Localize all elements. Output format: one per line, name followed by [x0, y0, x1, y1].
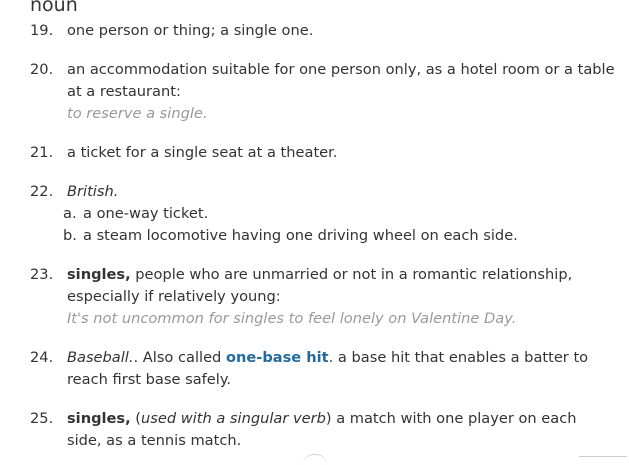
definition-text: an accommodation suitable for one person only, as a hotel room or a table at a restaurant:	[67, 61, 615, 100]
definition-number: 20.	[30, 61, 54, 78]
example-sentence: to reserve a single.	[67, 105, 208, 122]
definition-22	[30, 181, 615, 247]
definition-number: 25.	[30, 410, 54, 427]
usage-label: Baseball.	[67, 349, 134, 366]
definition-number: 21.	[30, 144, 54, 161]
headword-form: singles,	[67, 266, 131, 283]
definition-number: 23.	[30, 266, 54, 283]
definition-text: a ticket for a single seat at a theater.	[67, 144, 338, 161]
definition-25	[30, 408, 615, 452]
definition-text: people who are unmarried or not in a romantic relationship, especially if relatively young:	[67, 266, 573, 305]
usage-note: used with a singular verb	[141, 410, 326, 427]
definition-number: 24.	[30, 349, 54, 366]
sub-definition-a	[63, 203, 615, 225]
definition-number: 19.	[30, 22, 54, 39]
usage-label: British.	[67, 183, 119, 200]
sub-definition-letter: a.	[63, 205, 77, 222]
definition-connector: . Also called	[133, 349, 226, 366]
definition-21	[30, 142, 615, 164]
definition-23	[30, 264, 615, 330]
sub-definition-b	[63, 225, 615, 247]
definition-text: ) a match with one player on each side, as a tennis match.	[67, 410, 577, 449]
headword-form: singles,	[67, 410, 131, 427]
sub-definition-text: a one-way ticket.	[83, 205, 209, 222]
part-of-speech-heading: noun	[30, 0, 78, 16]
divider-line	[579, 456, 627, 457]
definition-connector: (	[130, 410, 141, 427]
sub-definition-text: a steam locomotive having one driving wheel on each side.	[83, 227, 518, 244]
definition-text: . a base hit that enables a batter to reach first base safely.	[67, 349, 589, 388]
sub-definition-letter: b.	[63, 227, 77, 244]
definition-19	[30, 20, 615, 42]
definition-20	[30, 59, 615, 125]
definition-24	[30, 347, 615, 391]
scroll-hint-arc	[303, 454, 327, 465]
example-sentence: It's not uncommon for singles to feel lonely on Valentine Day.	[67, 310, 517, 327]
definition-text: one person or thing; a single one.	[67, 22, 314, 39]
definition-number: 22.	[30, 183, 54, 200]
cross-reference-link[interactable]: one-base hit	[225, 349, 329, 366]
